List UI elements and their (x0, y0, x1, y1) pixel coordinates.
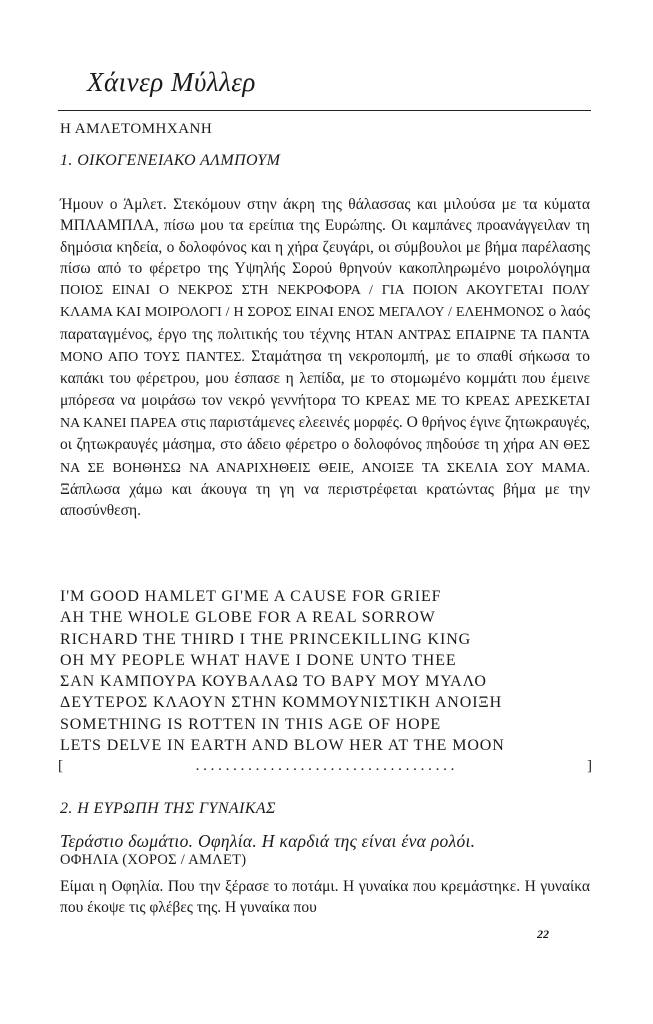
paragraph-text: στις παριστάμενες ελεεινές μορφές. Ο θρήνος έγινε ζητωκραυγές, οι ζητωκραυγές μάσημα, στο άδειο φέρετρο ο δολοφόνος πηδούσε τη χήρα (60, 413, 590, 454)
chorus-caps-text: ΑΝ ΘΕΣ ΝΑ ΣΕ ΒΟΗΘΗΣΩ ΝΑ ΑΝΑΡΙΧΗΘΕΙΣ ΘΕΙΕ, ΑΝΟΙΞΕ ΤΑ ΣΚΕΛΙΑ ΣΟΥ ΜΑΜΑ. (60, 438, 591, 476)
omission-marker (58, 758, 592, 775)
paragraph-text: Ήμουν ο Άμλετ. Στεκόμουν στην άκρη της θάλασσας και μιλούσα με τα κύματα ΜΠΛΑΜΠΛΑ, πίσω μου τα ερείπια της Ευρώπης. Οι καμπάνες προανάγγειλαν τη δημόσια κηδεία, ο δολοφόνος και η χήρα ζευγάρι, οι σύμβουλοι με βήμα παρέλασης πίσω από το φέρετρο της Υψηλής Σορού θρηνούν κακοπληρωμένο μοιρολόγημα (60, 196, 590, 277)
chorus-caps-text: ΠΟΙΟΣ ΕΙΝΑΙ Ο ΝΕΚΡΟΣ ΣΤΗ ΝΕΚΡΟΦΟΡΑ / ΓΙΑ ΠΟΙΟΝ ΑΚΟΥΓΕΤΑΙ ΠΟΛΥ ΚΛΑΜΑ ΚΑΙ ΜΟΙΡΟΛΟΓΙ / Η ΣΟΡΟΣ ΕΙΝΑΙ ΕΝΟΣ ΜΕΓΑΛΟΥ / ΕΛΕΗΜΟΝΟΣ (60, 283, 590, 321)
paragraph-text: Ξάπλωσα χάμω και άκουγα τη γη να περιστρέφεται κρατώντας βήμα με την αποσύνθεση. (60, 480, 590, 520)
verse-line: RICHARD THE THIRD I THE PRINCEKILLING KING (60, 630, 472, 648)
header-rule (58, 110, 591, 111)
verse-line: ΔΕΥΤΕΡΟΣ ΚΛΑΟΥΝ ΣΤΗΝ ΚΟΜΜΟΥΝΙΣΤΙΚΗ ΑΝΟΙΞΗ (60, 694, 503, 712)
paragraph-text: Σταμάτησα τη νεκροπομπή, με το σπαθί σήκωσα το καπάκι του φέρετρου, μου έσπασε η λεπίδα, με το στομωμένο κομμάτι που έμεινε μπόρεσα να μοιράσω τον νεκρό γεννήτορα (60, 348, 590, 409)
chorus-caps-text: ΗΤΑΝ ΑΝΤΡΑΣ ΕΠΑΙΡΝΕ ΤΑ ΠΑΝΤΑ ΜΟΝΟ ΑΠΟ ΤΟΥΣ ΠΑΝΤΕΣ. (60, 327, 590, 366)
chorus-caps-text: ΤΟ ΚΡΕΑΣ ΜΕ ΤΟ ΚΡΕΑΣ ΑΡΕΣΚΕΤΑΙ ΝΑ ΚΑΝΕΙ ΠΑΡΕΑ (60, 393, 590, 431)
stage-direction: Τεράστιο δωμάτιο. Οφηλία. Η καρδιά της είναι ένα ρολόι. (60, 831, 476, 851)
verse-line: I'M GOOD HAMLET GI'ME A CAUSE FOR GRIEF (60, 588, 442, 605)
verse-line: AH THE WHOLE GLOBE FOR A REAL SORROW (60, 609, 436, 627)
verse-block (60, 586, 590, 756)
paragraph-text: ο λαός παραταγμένος, έργο της πολιτικής του τέχνης (60, 303, 590, 343)
play-title: Η ΑΜΛΕΤΟΜΗΧΑΝΗ (60, 121, 213, 137)
section-2-heading: 2. Η ΕΥΡΩΠΗ ΤΗΣ ΓΥΝΑΙΚΑΣ (60, 800, 276, 817)
omission-close-bracket: ] (587, 758, 592, 774)
section-2-paragraph: Είμαι η Οφηλία. Που την ξέρασε το ποτάμι. Η γυναίκα που κρεμάστηκε. Η γυναίκα που έκοψε τις φλέβες της. Η γυναίκα που (60, 878, 590, 917)
author-name: Χάινερ Μύλλερ (87, 67, 256, 97)
omission-dots: . . . . . . . . . . . . . . . . . . . . . . . . . . . . . . . . . . . (195, 758, 455, 774)
page-number: 22 (537, 927, 549, 941)
section-1-paragraph (60, 194, 590, 521)
verse-line: ΣΑΝ ΚΑΜΠΟΥΡΑ ΚΟΥΒΑΛΑΩ ΤΟ ΒΑΡΥ ΜΟΥ ΜΥΑΛΟ (60, 673, 487, 691)
section-1-heading: 1. ΟΙΚΟΓΕΝΕΙΑΚΟ ΑΛΜΠΟΥΜ (60, 152, 281, 169)
verse-line: SOMETHING IS ROTTEN IN THIS AGE OF HOPE (60, 715, 442, 733)
verse-line: LETS DELVE IN EARTH AND BLOW HER AT THE MOON (60, 737, 505, 755)
character-list: ΟΦΗΛΙΑ (ΧΟΡΟΣ / ΑΜΛΕΤ) (60, 852, 247, 868)
verse-line: OH MY PEOPLE WHAT HAVE I DONE UNTO THEE (60, 651, 457, 669)
omission-open-bracket: [ (58, 758, 63, 774)
